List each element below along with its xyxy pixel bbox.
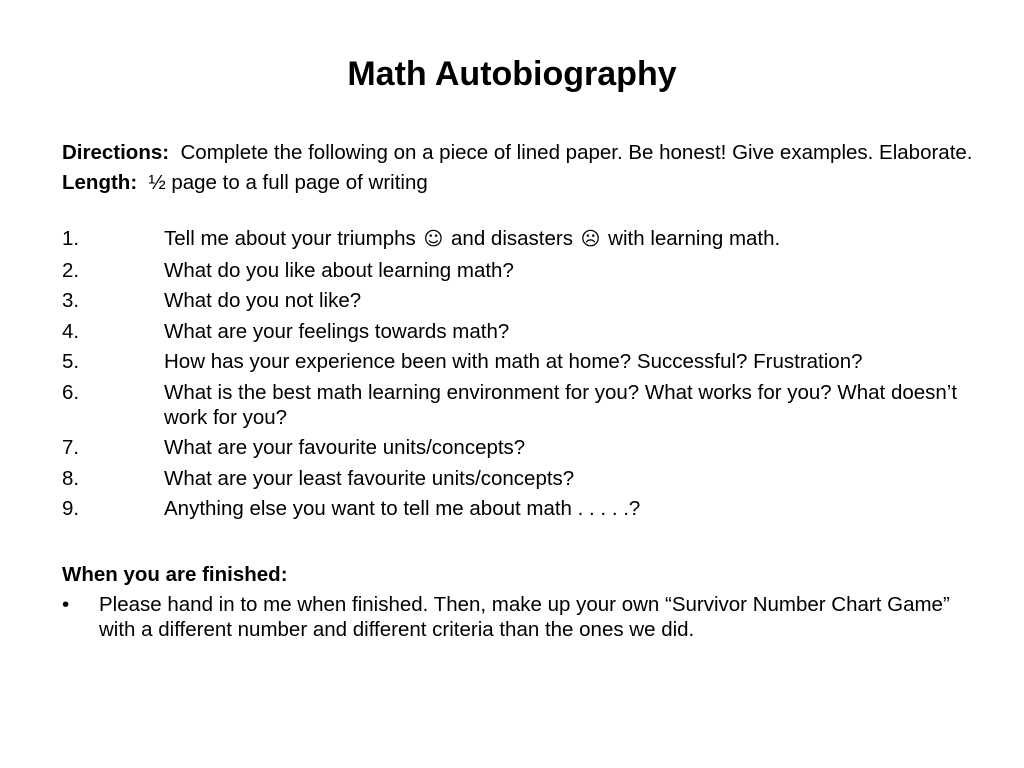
question-number: 6. <box>62 380 80 404</box>
page-title: Math Autobiography <box>347 55 677 93</box>
question-number: 9. <box>62 497 80 520</box>
smiley-sad-icon: ☹ <box>580 228 601 250</box>
question-item <box>62 466 982 491</box>
question-text: What are your favourite units/concepts? <box>164 436 526 459</box>
question-item <box>62 226 982 252</box>
question-text: What do you like about learning math? <box>164 258 514 282</box>
length-text: ½ page to a full page of writing <box>148 171 428 194</box>
length-paragraph <box>62 170 982 195</box>
question-item <box>62 319 982 344</box>
length-label: Length: <box>62 171 138 194</box>
question-item <box>62 288 982 313</box>
directions-paragraph <box>62 140 982 165</box>
question-number: 2. <box>62 258 80 282</box>
smiley-happy-icon: ☺ <box>423 228 444 250</box>
finished-heading: When you are finished: <box>62 562 288 586</box>
question-number: 1. <box>62 227 80 250</box>
question-text-part: with learning math. <box>602 227 781 250</box>
question-number: 4. <box>62 319 80 343</box>
directions-label: Directions: <box>62 141 170 164</box>
question-item <box>62 435 982 460</box>
question-text: What are your feelings towards math? <box>164 319 510 343</box>
question-number: 7. <box>62 436 80 459</box>
finished-bullet-item <box>62 592 982 642</box>
question-item <box>62 258 982 283</box>
question-list <box>62 226 982 521</box>
question-text: What are your least favourite units/concepts? <box>164 466 575 490</box>
question-text: What is the best math learning environment for you? What works for you? What doesn’t work for you? <box>164 380 958 429</box>
bullet-icon: • <box>62 592 70 616</box>
question-text: What do you not like? <box>164 289 362 312</box>
slide-content <box>62 140 982 642</box>
question-item <box>62 349 982 374</box>
question-text-part: Tell me about your triumphs <box>164 227 422 250</box>
question-number: 5. <box>62 350 80 373</box>
question-number: 8. <box>62 466 80 490</box>
question-item <box>62 380 982 430</box>
directions-text: Complete the following on a piece of lined paper. Be honest! Give examples. Elaborate. <box>180 141 973 164</box>
question-item <box>62 496 982 521</box>
question-text: How has your experience been with math at home? Successful? Frustration? <box>164 350 863 373</box>
question-number: 3. <box>62 289 80 312</box>
finished-text: Please hand in to me when finished. Then, make up your own “Survivor Number Chart Game” with a different number and different criteria than the ones we did. <box>99 592 950 641</box>
question-text-part: and disasters <box>445 227 579 250</box>
question-text: Anything else you want to tell me about math . . . . .? <box>164 497 641 520</box>
